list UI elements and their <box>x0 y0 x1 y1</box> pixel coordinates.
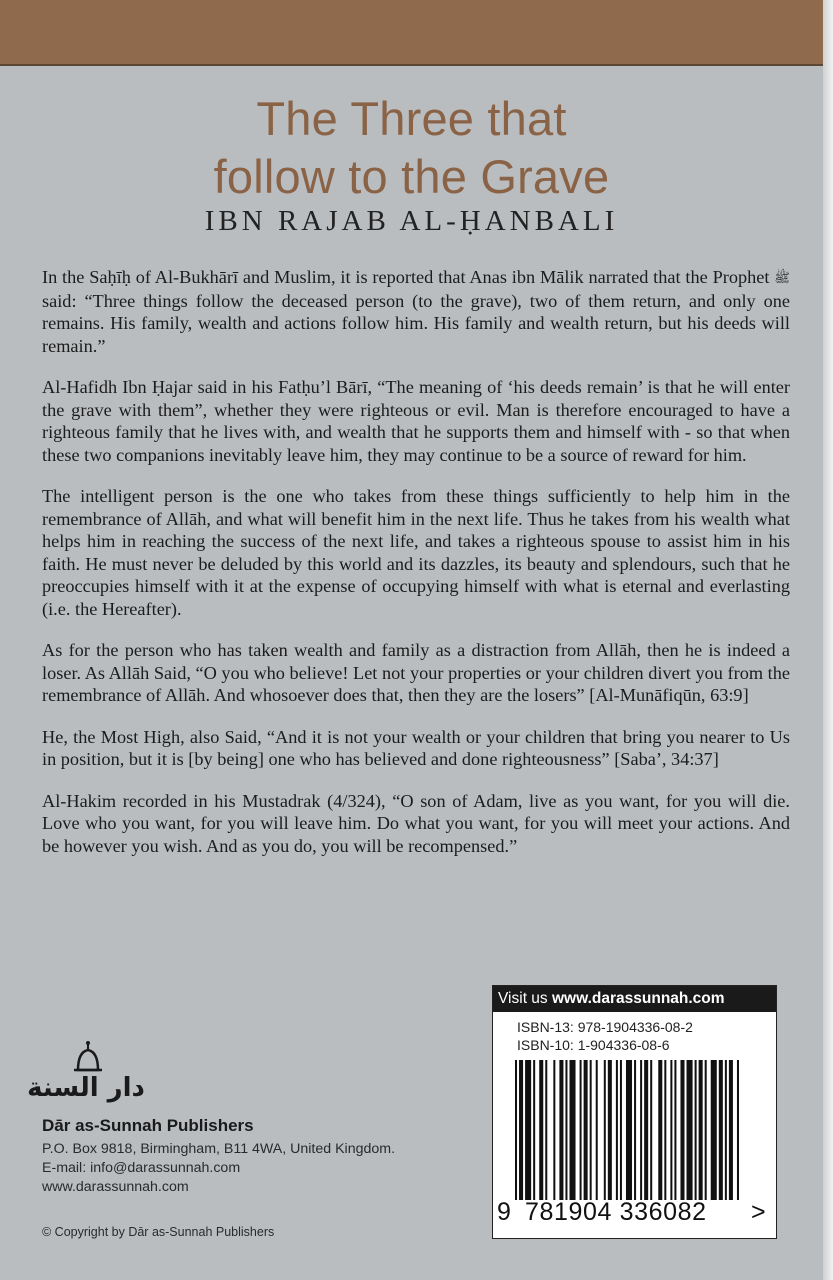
paragraph-1-end: said: “Three things follow the deceased person (to the grave), two of them return, and only one remains. His family, wealth and actions follow him. His family and wealth return, but his deeds will remain.” <box>42 290 790 356</box>
publisher-website: www.darassunnah.com <box>42 1179 189 1195</box>
blurb <box>42 266 790 876</box>
publisher-info <box>42 1116 395 1197</box>
barcode-arrow: > <box>751 1198 766 1226</box>
barcode-icon <box>515 1060 741 1200</box>
barcode-main-digits: 781904 336082 <box>525 1198 707 1226</box>
isbn-10: ISBN-10: 1-904336-08-6 <box>517 1037 670 1053</box>
paragraph-4: As for the person who has taken wealth and family as a distraction from Allāh, then he is indeed a loser. As Allāh Said, “O you who believe! Let not your properties or your children divert you from the remembrance of Allāh. And whosoever does that, then they are the losers” [Al-Munāfiqūn, 63:9] <box>42 640 790 705</box>
paragraph-6: Al-Hakim recorded in his Mustadrak (4/324), “O son of Adam, live as you want, for you will die. Love who you want, for you will leave him. Do what you want, for you will meet your actions. And be however you wish. And as you do, you will be recompensed.” <box>42 790 790 856</box>
salutation-seal-icon: ﷺ <box>774 270 790 285</box>
paragraph-3: The intelligent person is the one who takes from these things sufficiently to help him in the remembrance of Allāh, and what will benefit him in the next life. Thus he takes from his wealth what helps him in reaching the success of the next life, and takes a righteous spouse to assist him in his faith. He must never be deluded by this world and its dazzles, its beauty and splendours, such that he preoccupies himself with it at the expense of occupying himself with what is eternal and everlasting (i.e. the Hereafter). <box>42 486 790 619</box>
visit-url: www.darassunnah.com <box>552 990 725 1007</box>
logo-arabic-text: دار السنة <box>27 1073 145 1103</box>
paragraph-5: He, the Most High, also Said, “And it is not your wealth or your children that bring you nearer to Us in position, but it is [by being] one who has believed and done righteousness” [Saba’, 34:37] <box>42 726 790 769</box>
barcode-panel <box>492 985 777 1239</box>
paragraph-2: Al-Hafidh Ibn Ḥajar said in his Fatḥu’l Bārī, “The meaning of ‘his deeds remain’ is that he will enter the grave with them”, whether they were righteous or evil. Man is therefore encouraged to have a righteous family that he lives with, and wealth that he supports them and himself with - so that when these two companions inevitably leave him, they may continue to be a source of reward for him. <box>42 377 790 465</box>
page-edge <box>823 0 833 1280</box>
book-title <box>0 90 823 206</box>
paragraph-1 <box>42 266 790 357</box>
publisher-email: E-mail: info@darassunnah.com <box>42 1160 241 1176</box>
top-divider <box>0 64 823 66</box>
isbn-13: ISBN-13: 978-1904336-08-2 <box>517 1019 693 1035</box>
title-line-2: follow to the Grave <box>213 150 610 203</box>
copyright-notice: © Copyright by Dār as-Sunnah Publishers <box>42 1225 275 1239</box>
top-color-band <box>0 0 823 64</box>
publisher-name: Dār as-Sunnah Publishers <box>42 1116 254 1135</box>
publisher-address: P.O. Box 9818, Birmingham, B11 4WA, United Kingdom. <box>42 1141 396 1157</box>
title-line-1: The Three that <box>256 92 567 145</box>
barcode-first-digit: 9 <box>497 1198 511 1226</box>
author-name: IBN RAJAB AL-ḤANBALI <box>204 205 619 237</box>
visit-prefix: Visit us <box>498 990 552 1007</box>
barcode-digits <box>493 1198 776 1228</box>
visit-banner <box>493 986 776 1012</box>
paragraph-1-start: In the Saḥīḥ of Al-Bukhārī and Muslim, it is reported that Anas ibn Mālik narrated that the Prophet <box>42 267 775 287</box>
publisher-logo <box>27 1040 145 1103</box>
